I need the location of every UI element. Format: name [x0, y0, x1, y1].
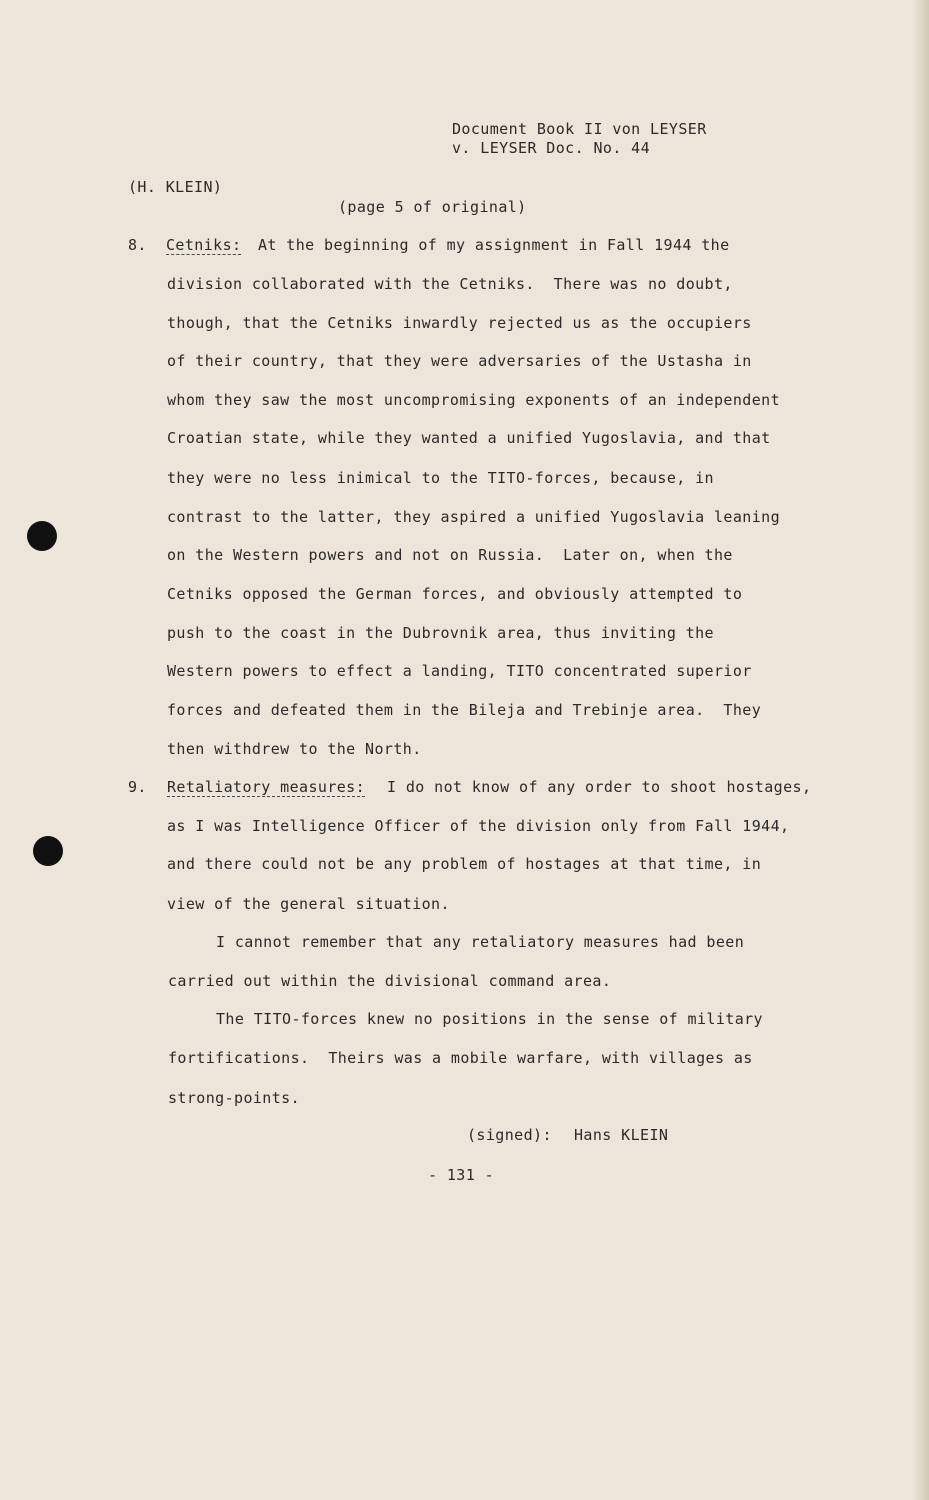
- page-reference: (page 5 of original): [338, 198, 527, 216]
- item9-para3-line: The TITO-forces knew no positions in the sense of military: [216, 1010, 763, 1028]
- signature-label: (signed):: [467, 1126, 552, 1144]
- item8-first-line: At the beginning of my assignment in Fall 1944 the: [258, 236, 730, 254]
- item9-number: 9.: [128, 778, 147, 796]
- item9-para2-line: carried out within the divisional command area.: [168, 972, 612, 990]
- item8-line: they were no less inimical to the TITO-forces, because, in: [167, 469, 714, 487]
- item8-line: Cetniks opposed the German forces, and obviously attempted to: [167, 585, 743, 603]
- item8-line: then withdrew to the North.: [167, 740, 422, 758]
- doc-header-line1: Document Book II von LEYSER: [452, 120, 707, 138]
- item9-para2-line: I cannot remember that any retaliatory measures had been: [216, 933, 745, 951]
- item8-line: though, that the Cetniks inwardly rejected us as the occupiers: [167, 314, 752, 332]
- punch-hole: [33, 836, 63, 866]
- author-tag: (H. KLEIN): [128, 178, 223, 196]
- item8-number: 8.: [128, 236, 147, 254]
- punch-hole: [27, 521, 57, 551]
- item8-line: push to the coast in the Dubrovnik area, thus inviting the: [167, 624, 714, 642]
- item8-line: of their country, that they were adversaries of the Ustasha in: [167, 352, 752, 370]
- page-number: - 131 -: [428, 1166, 495, 1184]
- page-edge-shading: [913, 0, 929, 1500]
- item8-line: Croatian state, while they wanted a unified Yugoslavia, and that: [167, 429, 771, 447]
- item8-line: forces and defeated them in the Bileja and Trebinje area. They: [167, 701, 762, 719]
- item9-para3-line: strong-points.: [168, 1089, 301, 1107]
- item8-line: contrast to the latter, they aspired a unified Yugoslavia leaning: [167, 508, 780, 526]
- item8-line: on the Western powers and not on Russia. Later on, when the: [167, 546, 733, 564]
- item9-line: view of the general situation.: [167, 895, 450, 913]
- item9-line: and there could not be any problem of hostages at that time, in: [167, 855, 762, 873]
- item9-line: as I was Intelligence Officer of the division only from Fall 1944,: [167, 817, 790, 835]
- item8-line: Western powers to effect a landing, TITO concentrated superior: [167, 662, 752, 680]
- item8-line: division collaborated with the Cetniks. There was no doubt,: [167, 275, 733, 293]
- item9-heading: Retaliatory measures:: [167, 778, 366, 796]
- item8-heading: Cetniks:: [166, 236, 242, 254]
- doc-header-line2: v. LEYSER Doc. No. 44: [452, 139, 651, 157]
- signature-name: Hans KLEIN: [574, 1126, 669, 1144]
- item9-para3-line: fortifications. Theirs was a mobile warfare, with villages as: [168, 1049, 753, 1067]
- item8-line: whom they saw the most uncompromising exponents of an independent: [167, 391, 780, 409]
- item9-first-line: I do not know of any order to shoot hostages,: [387, 778, 812, 796]
